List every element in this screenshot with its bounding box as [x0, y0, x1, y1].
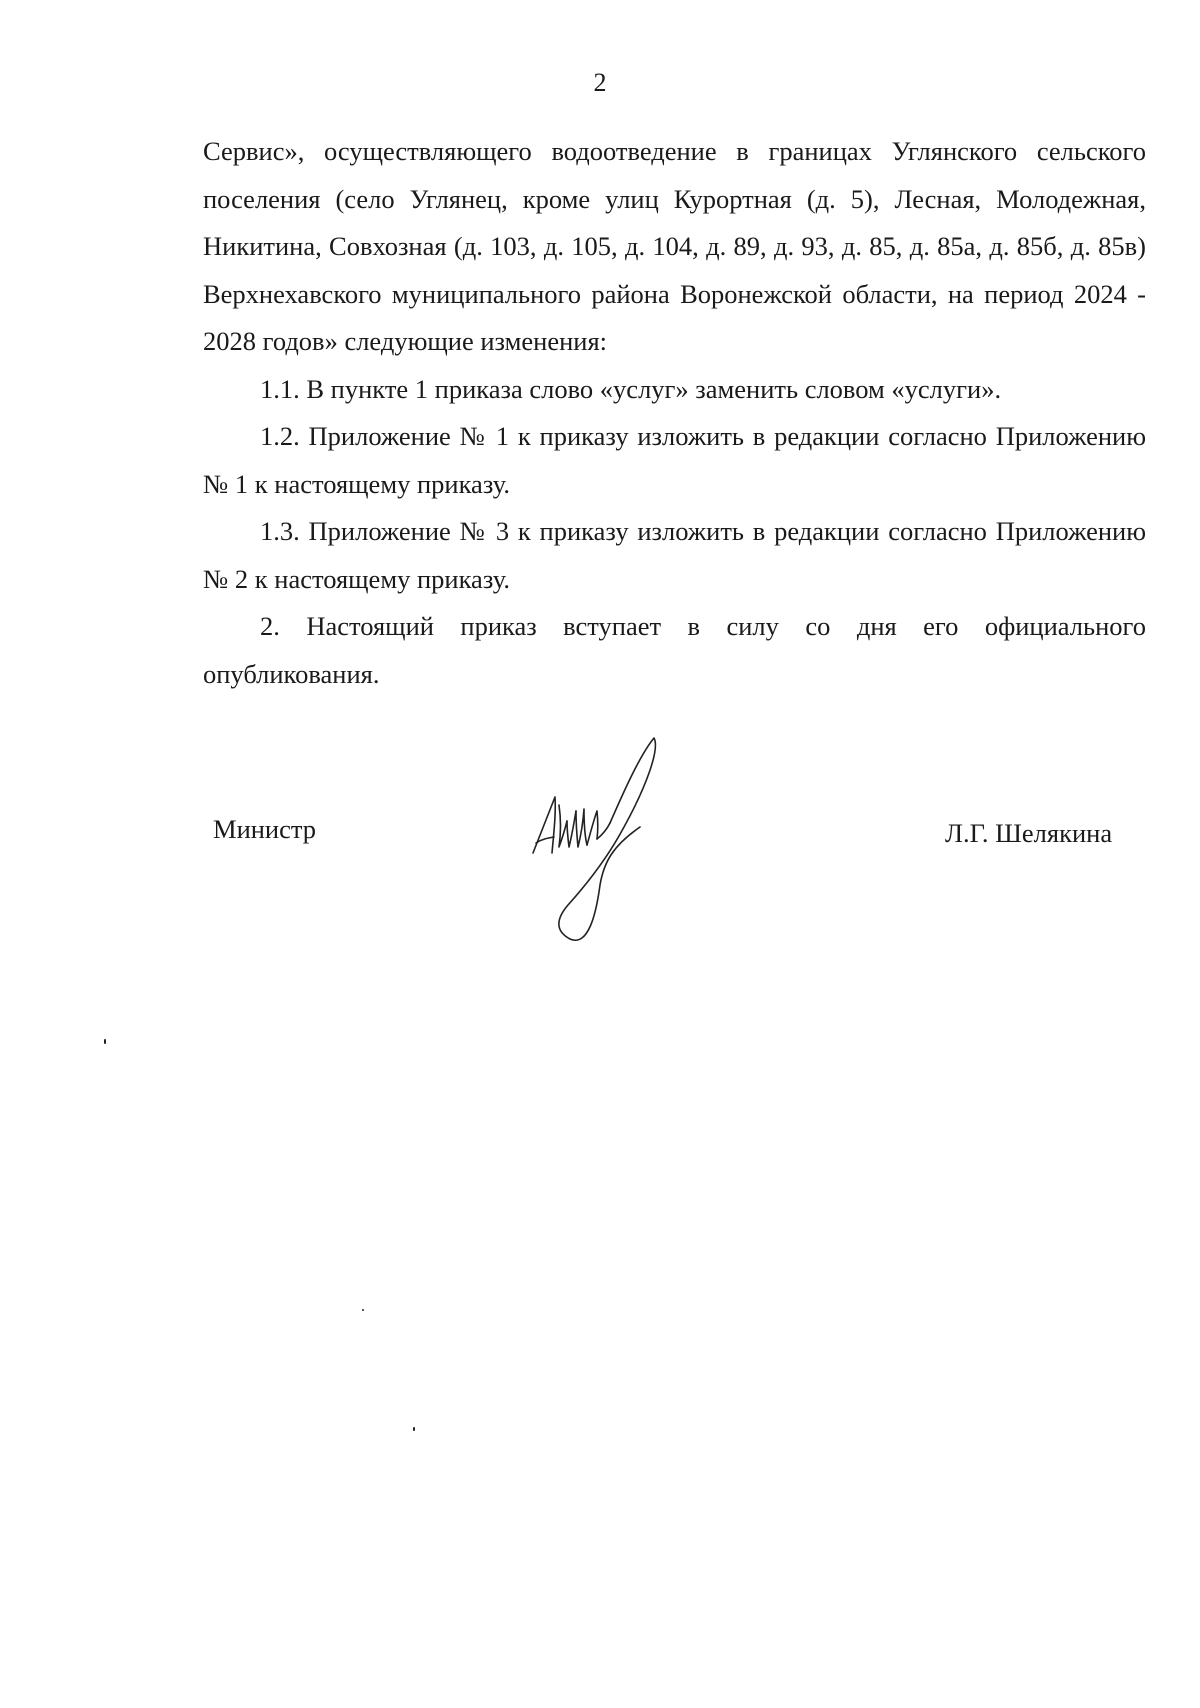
- signatory-name: Л.Г. Шелякина: [945, 818, 1113, 848]
- paragraph-item-2: 2. Настоящий приказ вступает в силу со дня его официального опубликования.: [203, 611, 1146, 689]
- document-body: [203, 128, 1146, 698]
- scan-speck: [104, 1039, 106, 1044]
- page-number: 2: [593, 68, 607, 97]
- paragraph-item-1-1: 1.1. В пункте 1 приказа слово «услуг» заменить словом «услуги».: [260, 373, 1002, 404]
- signatory-role: Министр: [213, 814, 317, 844]
- paragraph-item-1-3: 1.3. Приложение № 3 к приказу изложить в редакции согласно Приложению № 2 к настоящему приказу.: [203, 516, 1146, 594]
- paragraph-item-1-2: 1.2. Приложение № 1 к приказу изложить в редакции согласно Приложению № 1 к настоящему приказу.: [203, 421, 1146, 499]
- scan-speck: [362, 1309, 364, 1311]
- scan-speck: [413, 1427, 415, 1431]
- handwritten-signature: [528, 735, 678, 950]
- paragraph-continuation: Сервис», осуществляющего водоотведение в границах Углянского сельского поселения (село Углянец, кроме улиц Курортная (д. 5), Лесная, Молодежная, Никитина, Совхозная (д. 103, д. 105, д. 104, д. 89, д. 93, д. 85, д. 85а, д. 85б, д. 85в) Верхнехавского муниципального района Воронежской области, на период 2024 - 2028 годов» следующие изменения:: [203, 136, 1146, 356]
